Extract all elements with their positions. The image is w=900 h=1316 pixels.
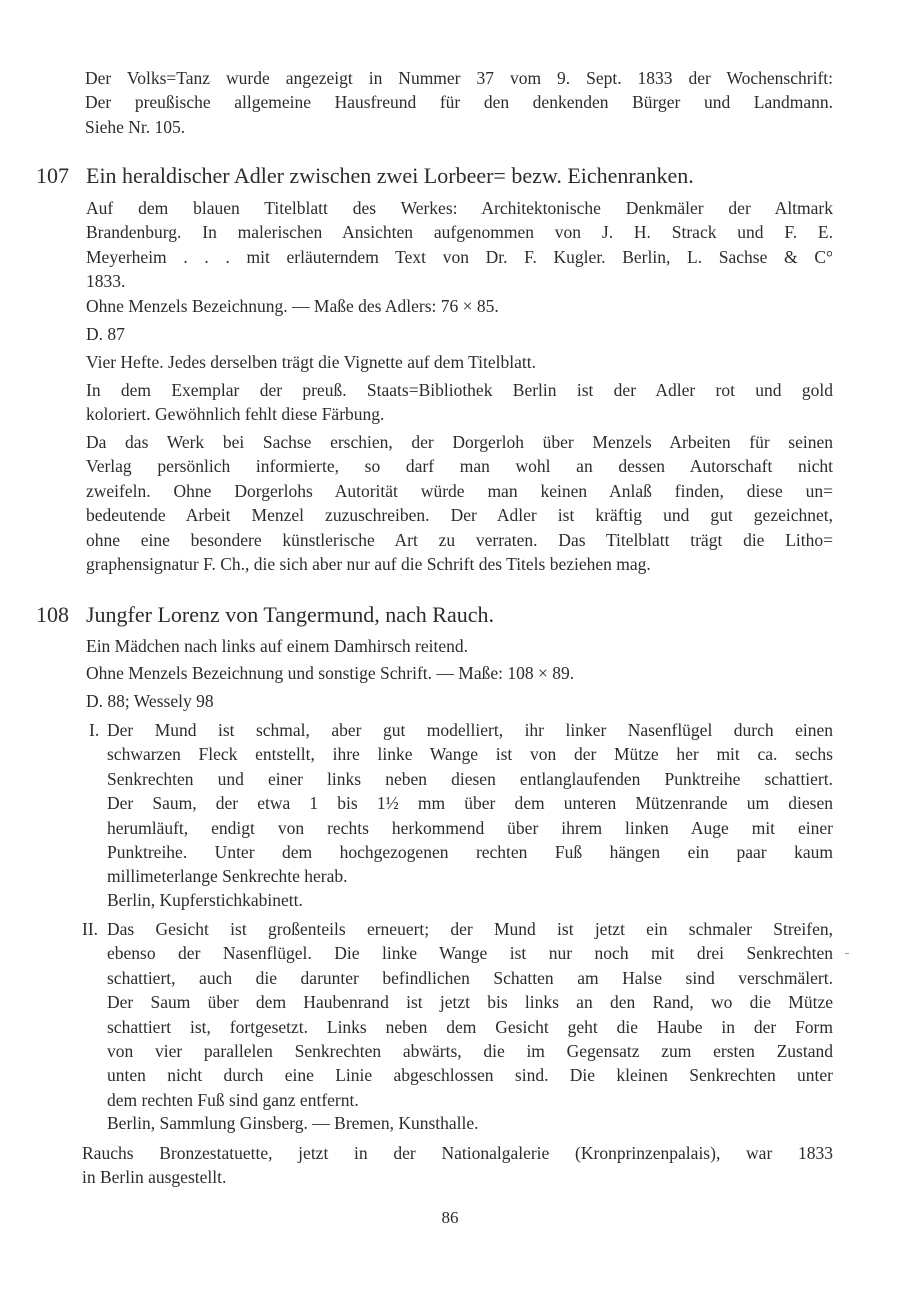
text-line: 1833. — [86, 271, 126, 292]
text-line: Punktreihe. Unter dem hochgezogenen rechten Fuß hängen ein paar kaum — [107, 842, 833, 863]
text-line: Da das Werk bei Sachse erschien, der Dorgerloh über Menzels Arbeiten für seinen — [86, 432, 833, 452]
text-line: Der Volks=Tanz wurde angezeigt in Nummer 37 vom 9. Sept. 1833 der Wochenschrift: — [85, 68, 833, 88]
text-line: Verlag persönlich informierte, so darf man wohl an dessen Autorschaft nicht — [86, 456, 833, 477]
text-line: Berlin, Sammlung Ginsberg. — Bremen, Kunsthalle. — [107, 1113, 479, 1133]
catalogue-reference — [86, 689, 833, 713]
catalogue-reference — [86, 322, 833, 346]
entry-title: Jungfer Lorenz von Tangermund, nach Rauch. — [86, 602, 494, 627]
text-line: schattiert ist, fortgesetzt. Links neben dem Gesicht geht die Haube in der Form — [107, 1016, 833, 1037]
text-line: bedeutende Arbeit Menzel zuzuschreiben. Der Adler ist kräftig und gut gezeichnet, — [86, 505, 833, 526]
text-line: koloriert. Gewöhnlich fehlt diese Färbung. — [86, 404, 385, 425]
margin-mark — [845, 953, 849, 954]
text-line: Ohne Menzels Bezeichnung und sonstige Schrift. — Maße: 108 × 89. — [86, 663, 575, 683]
text-line: Das Gesicht ist großenteils erneuert; der Mund ist jetzt ein schmaler Streifen, — [107, 919, 833, 939]
text-line: Brandenburg. In malerischen Ansichten aufgenommen von J. H. Strack und F. E. — [86, 222, 833, 243]
text-line: Der preußische allgemeine Hausfreund für den denkenden Bürger und Landmann. — [85, 92, 833, 113]
text-line: dem rechten Fuß sind ganz entfernt. — [107, 1089, 359, 1110]
entry-number: 107 — [36, 163, 69, 188]
attribution-paragraph — [86, 430, 833, 576]
dimensions-line — [86, 661, 833, 685]
text-line: ohne eine besondere künstlerische Art zu verraten. Das Titelblatt trägt die Litho= — [86, 529, 833, 550]
entry-title: Ein heraldischer Adler zwischen zwei Lorbeer= bezw. Eichenranken. — [86, 163, 694, 188]
text-line: Der Saum über dem Haubenrand ist jetzt bis links an den Rand, wo die Mütze — [107, 992, 833, 1013]
text-line: unten nicht durch eine Linie abgeschlossen sind. Die kleinen Senkrechten unter — [107, 1065, 833, 1086]
text-line: Senkrechten und einer links neben diesen entlanglaufenden Punktreihe schattiert. — [107, 768, 833, 789]
intro-paragraph — [85, 66, 833, 139]
text-line: Vier Hefte. Jedes derselben trägt die Vignette auf dem Titelblatt. — [86, 352, 537, 372]
text-line: schwarzen Fleck entstellt, ihre linke Wange ist von der Mütze her mit ca. sechs — [107, 744, 833, 765]
collection-location — [107, 1111, 833, 1135]
text-line: Rauchs Bronzestatuette, jetzt in der Nationalgalerie (Kronprinzenpalais), war 1833 — [82, 1143, 833, 1163]
text-line: ebenso der Nasenflügel. Die linke Wange ist nur noch mit drei Senkrechten — [107, 943, 833, 964]
text-line: schattiert, auch die darunter befindlichen Schatten am Halse sind verschmälert. — [107, 967, 833, 988]
text-line: Meyerheim . . . mit erläuterndem Text von Dr. F. Kugler. Berlin, L. Sachse & C° — [86, 246, 833, 267]
closing-note — [82, 1141, 833, 1190]
text-line: D. 88; Wessely 98 — [86, 691, 214, 711]
text-line: herumläuft, endigt von rechts herkommend über ihrem linken Auge mit einer — [107, 817, 833, 838]
entry-number: 108 — [36, 602, 69, 627]
text-line: Siehe Nr. 105. — [85, 116, 186, 137]
page-number: 86 — [441, 1208, 459, 1227]
text-line: millimeterlange Senkrechte herab. — [107, 866, 348, 887]
text-line: graphensignatur F. Ch., die sich aber nur auf die Schrift des Titels beziehen mag. — [86, 554, 651, 575]
text-line: zweifeln. Ohne Dorgerlohs Autorität würde man keinen Anlaß finden, diese un= — [86, 480, 833, 501]
note-paragraph — [86, 350, 833, 374]
note-paragraph — [86, 378, 833, 427]
state-description — [107, 718, 833, 889]
text-line: Der Mund ist schmal, aber gut modelliert, ihr linker Nasenflügel durch einen — [107, 720, 833, 740]
state-numeral: I. — [89, 720, 100, 740]
collection-location — [107, 888, 833, 912]
state-description — [107, 917, 833, 1112]
publication-paragraph — [86, 196, 833, 294]
dimensions-line — [86, 294, 833, 318]
text-line: Ein Mädchen nach links auf einem Damhirsch reitend. — [86, 636, 468, 656]
text-line: D. 87 — [86, 324, 125, 344]
text-line: Berlin, Kupferstichkabinett. — [107, 890, 303, 910]
text-line: Ohne Menzels Bezeichnung. — Maße des Adlers: 76 × 85. — [86, 296, 499, 316]
text-line: in Berlin ausgestellt. — [82, 1167, 227, 1188]
text-line: Auf dem blauen Titelblatt des Werkes: Architektonische Denkmäler der Altmark — [86, 198, 833, 218]
text-line: In dem Exemplar der preuß. Staats=Bibliothek Berlin ist der Adler rot und gold — [86, 380, 833, 400]
text-line: Der Saum, der etwa 1 bis 1½ mm über dem unteren Mützenrande um diesen — [107, 793, 833, 814]
description-line — [86, 634, 833, 658]
text-line: von vier parallelen Senkrechten abwärts, die im Gegensatz zum ersten Zustand — [107, 1041, 833, 1062]
state-numeral: II. — [82, 919, 99, 939]
